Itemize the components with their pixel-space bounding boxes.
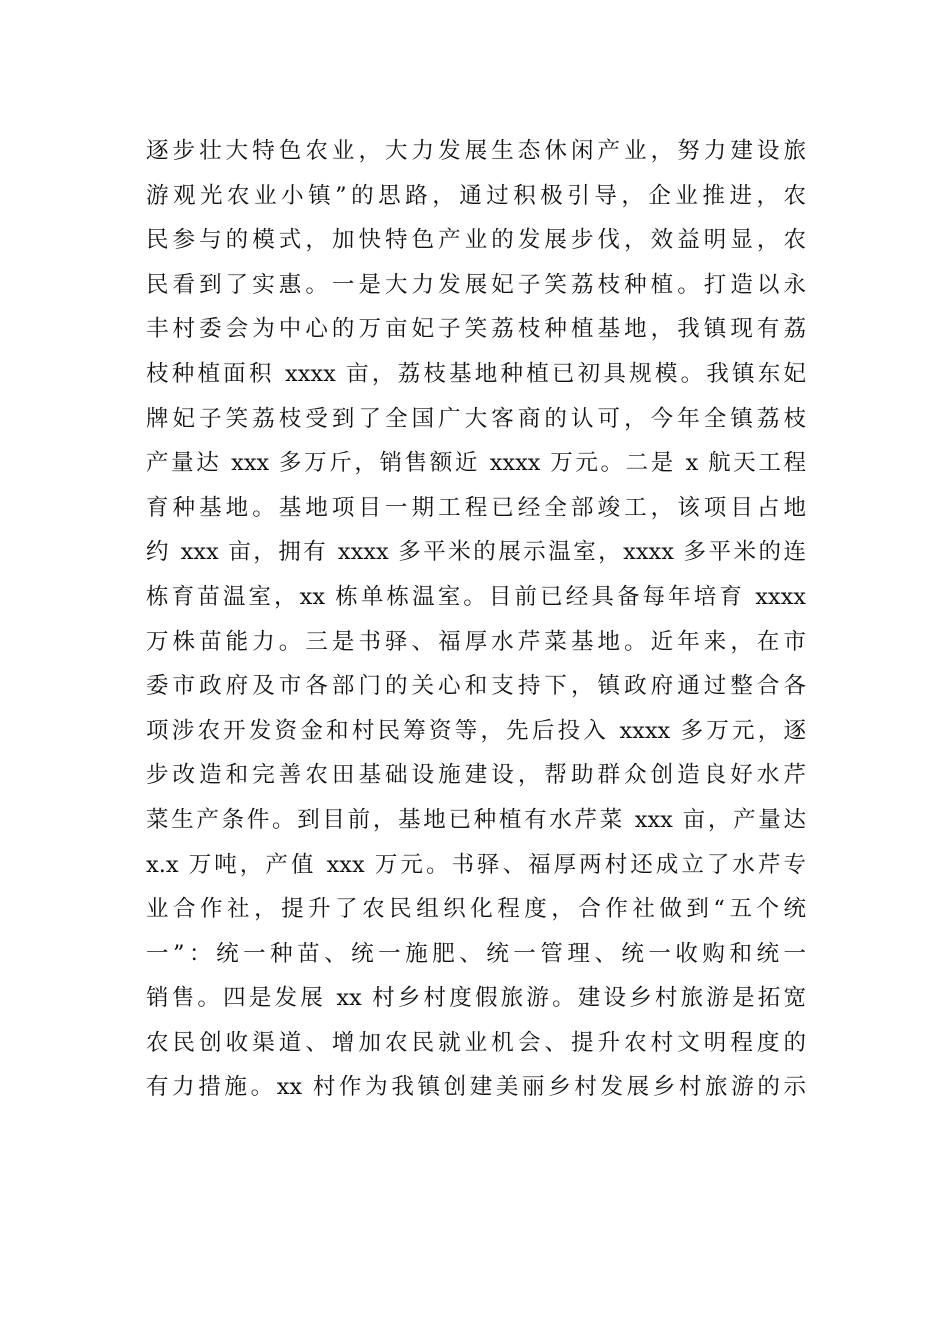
text-line: 游观光农业小镇”的思路，通过积极引导，企业推进，农: [146, 182, 806, 209]
text-line: 民看到了实惠。一是大力发展妃子笑荔枝种植。打造以永: [146, 271, 806, 298]
text-line: 步改造和完善农田基础设施建设，帮助群众创造良好水芹: [146, 762, 806, 789]
text-line: 农民创收渠道、增加农民就业机会、提升农村文明程度的: [146, 1029, 806, 1056]
text-line: 枝种植面积 xxxx 亩，荔枝基地种植已初具规模。我镇东妃: [146, 360, 806, 387]
text-line: 产量达 xxx 多万斤，销售额近 xxxx 万元。二是 x 航天工程: [146, 450, 806, 477]
text-line: x.x 万吨，产值 xxx 万元。书驿、福厚两村还成立了水芹专: [146, 851, 806, 878]
text-line: 有力措施。xx 村作为我镇创建美丽乡村发展乡村旅游的示: [146, 1074, 806, 1101]
text-line: 丰村委会为中心的万亩妃子笑荔枝种植基地，我镇现有荔: [146, 316, 806, 343]
text-line: 逐步壮大特色农业，大力发展生态休闲产业，努力建设旅: [146, 138, 806, 164]
text-line: 育种基地。基地项目一期工程已经全部竣工，该项目占地: [146, 494, 806, 521]
body-paragraph: [146, 129, 806, 1110]
text-line: 万株苗能力。三是书驿、福厚水芹菜基地。近年来，在市: [146, 628, 806, 655]
text-line: 项涉农开发资金和村民筹资等，先后投入 xxxx 多万元，逐: [146, 717, 806, 744]
text-line: 栋育苗温室，xx 栋单栋温室。目前已经具备每年培育 xxxx: [146, 583, 806, 610]
text-line: 菜生产条件。到目前，基地已种植有水芹菜 xxx 亩，产量达: [146, 806, 806, 833]
text-line: 销售。四是发展 xx 村乡村度假旅游。建设乡村旅游是拓宽: [146, 985, 806, 1012]
text-line: 一”：统一种苗、统一施肥、统一管理、统一收购和统一: [146, 940, 806, 967]
text-line: 委市政府及市各部门的关心和支持下，镇政府通过整合各: [146, 673, 806, 700]
text-line: 牌妃子笑荔枝受到了全国广大客商的认可，今年全镇荔枝: [146, 405, 806, 432]
text-line: 民参与的模式，加快特色产业的发展步伐，效益明显，农: [146, 227, 806, 254]
text-line: 业合作社，提升了农民组织化程度，合作社做到“五个统: [146, 896, 806, 923]
text-line: 约 xxx 亩，拥有 xxxx 多平米的展示温室，xxxx 多平米的连: [146, 539, 806, 566]
